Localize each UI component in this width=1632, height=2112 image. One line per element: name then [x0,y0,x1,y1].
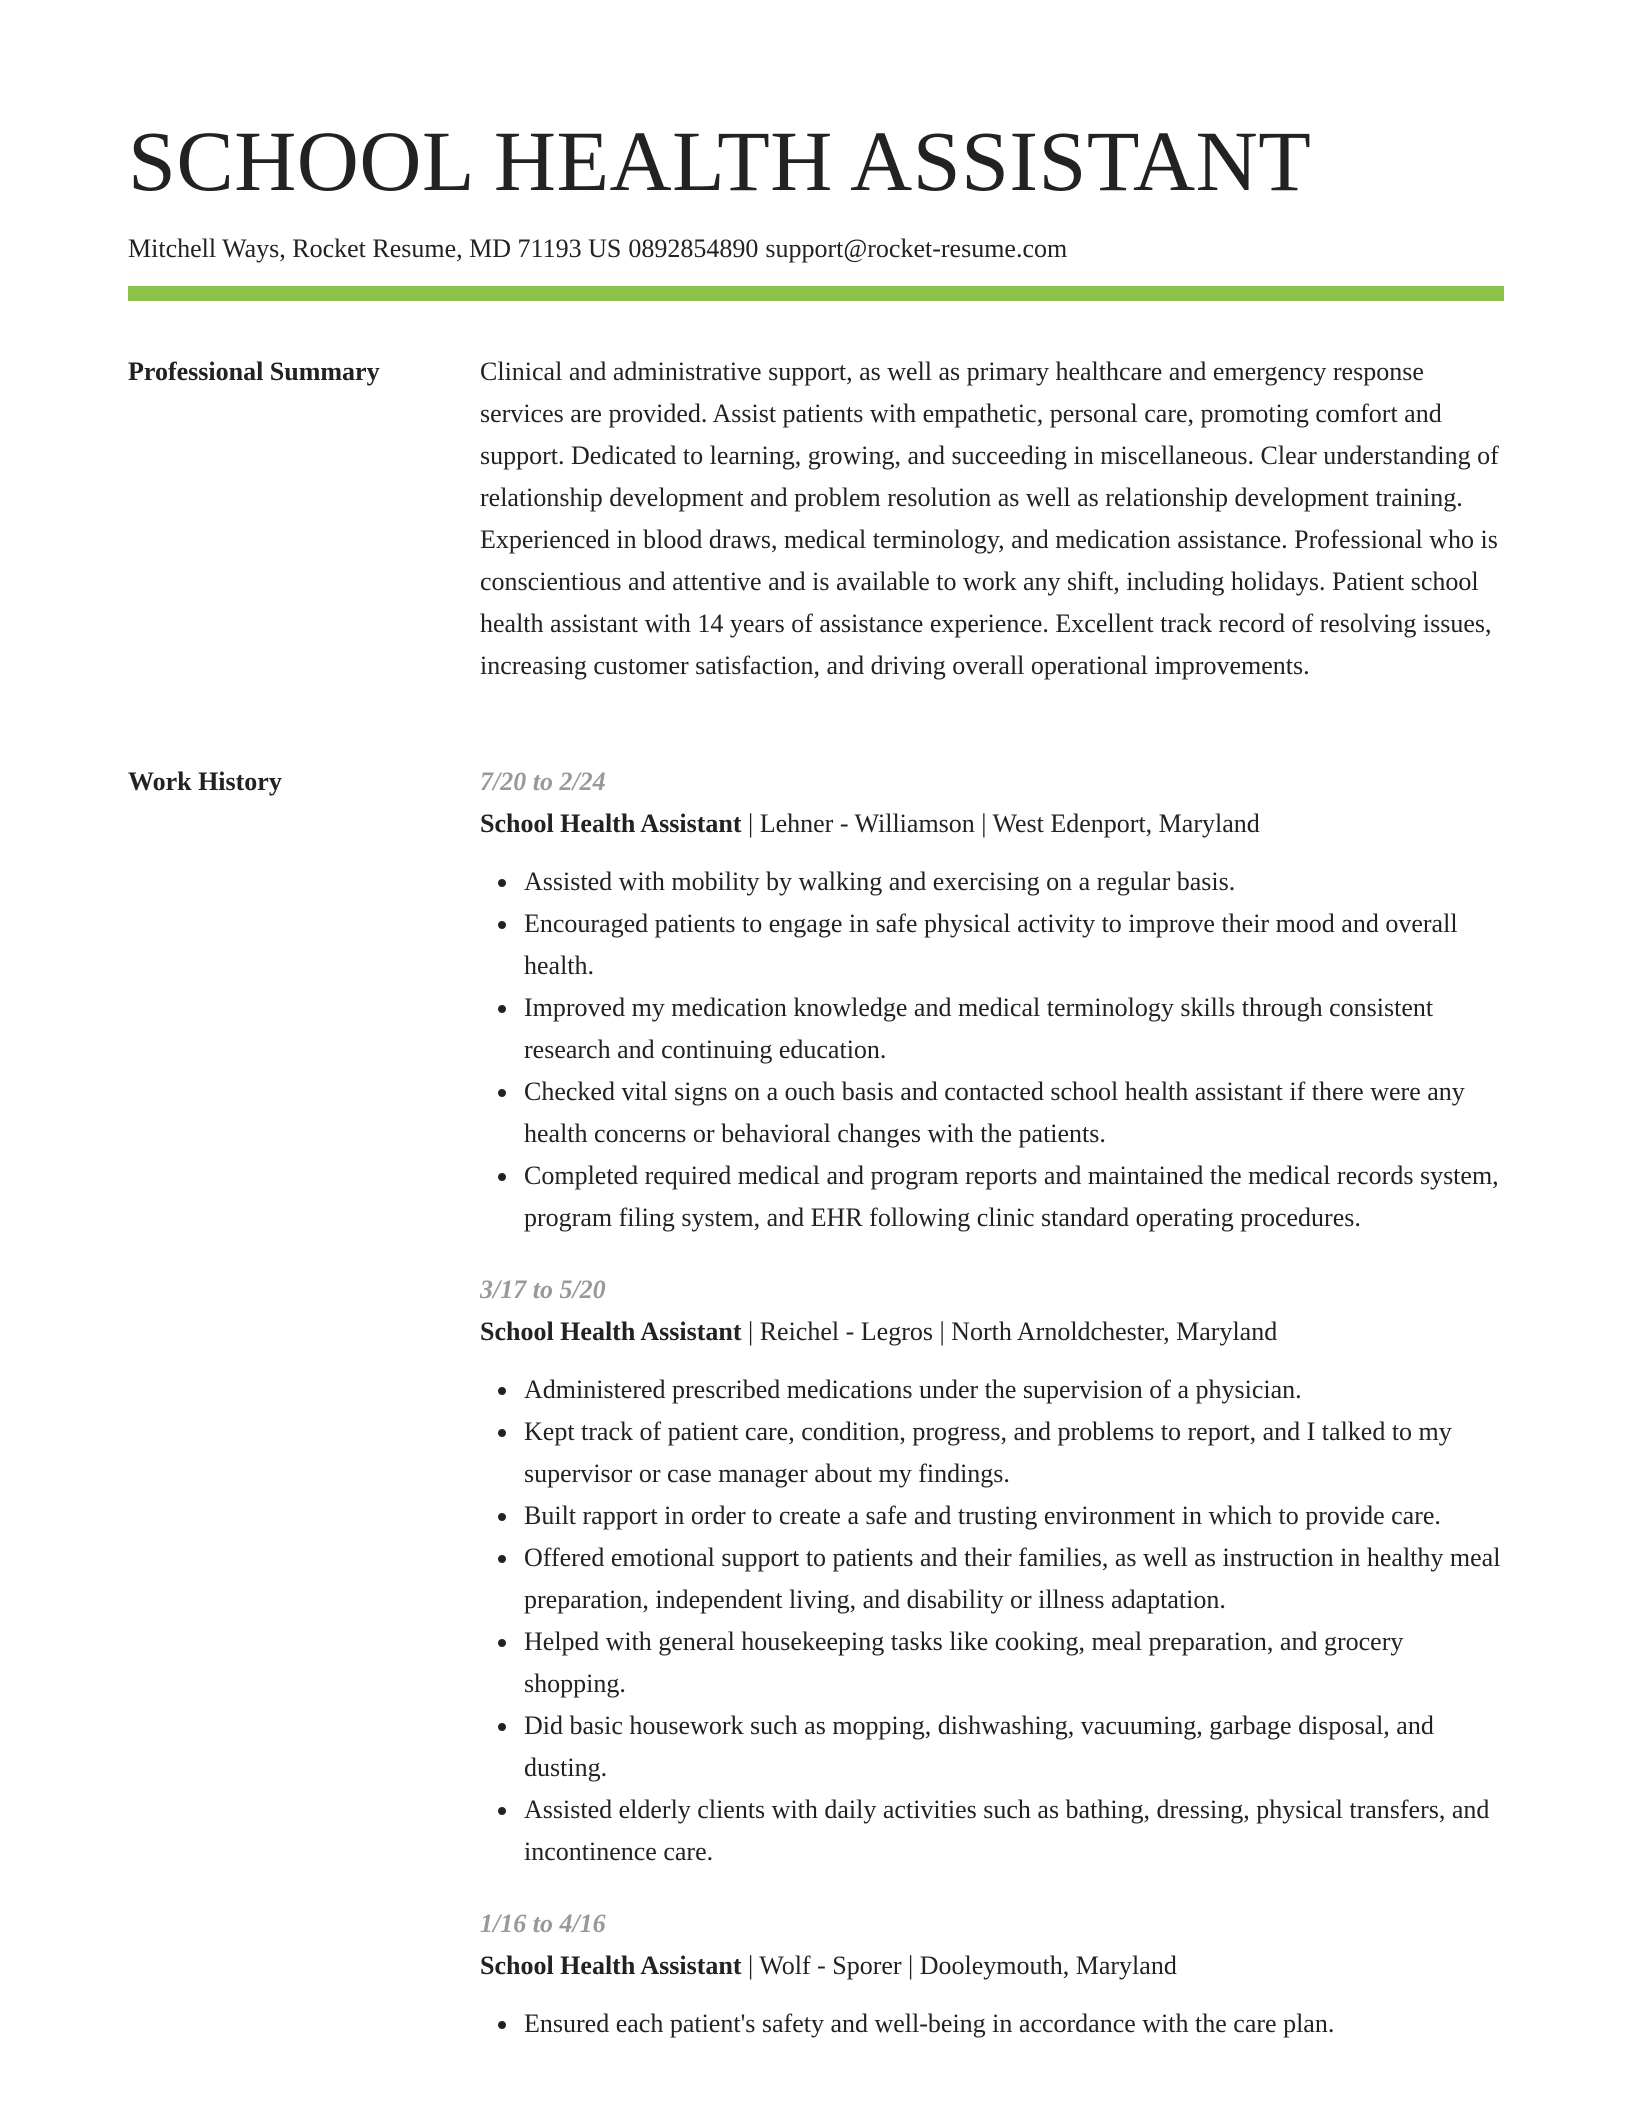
summary-body [480,351,1504,687]
contact-email: support@rocket-resume.com [765,234,1068,263]
job-duties-list [480,861,1504,1239]
job-dates: 3/17 to 5/20 [480,1275,606,1304]
contact-phone: 0892854890 [628,234,759,263]
job-duties-list [480,2003,1504,2045]
section-label-summary: Professional Summary [128,357,380,386]
job-entry [480,761,1504,1239]
job-title-line [480,803,1504,845]
job-dates: 1/16 to 4/16 [480,1909,606,1938]
header-divider [128,286,1504,301]
resume-title: SCHOOL HEALTH ASSISTANT [128,113,1312,209]
job-entry [480,1903,1504,2045]
work-history-body [480,761,1504,2075]
job-duties-list [480,1369,1504,1873]
job-dates: 7/20 to 2/24 [480,767,606,796]
contact-line [128,233,1067,265]
list-item: Ensured each patient's safety and well-being in accordance with the care plan. [524,2003,1504,2045]
job-title-line [480,1311,1504,1353]
job-title-line [480,1945,1504,1987]
list-item: Completed required medical and program reports and maintained the medical records system, program filing system, and EHR following clinic standard operating procedures. [524,1155,1504,1239]
list-item: Did basic housework such as mopping, dishwashing, vacuuming, garbage disposal, and dusting. [524,1705,1504,1789]
list-item: Improved my medication knowledge and medical terminology skills through consistent research and continuing education. [524,987,1504,1071]
list-item: Checked vital signs on a ouch basis and contacted school health assistant if there were any health concerns or behavioral changes with the patients. [524,1071,1504,1155]
job-employer-location: | Lehner - Williamson | West Edenport, Maryland [741,809,1260,838]
list-item: Helped with general housekeeping tasks like cooking, meal preparation, and grocery shopping. [524,1621,1504,1705]
list-item: Assisted elderly clients with daily activities such as bathing, dressing, physical transfers, and incontinence care. [524,1789,1504,1873]
list-item: Offered emotional support to patients and their families, as well as instruction in healthy meal preparation, independent living, and disability or illness adaptation. [524,1537,1504,1621]
list-item: Assisted with mobility by walking and exercising on a regular basis. [524,861,1504,903]
job-title: School Health Assistant [480,1951,742,1980]
list-item: Encouraged patients to engage in safe physical activity to improve their mood and overall health. [524,903,1504,987]
job-employer-location: | Wolf - Sporer | Dooleymouth, Maryland [741,1951,1177,1980]
job-employer-location: | Reichel - Legros | North Arnoldchester, Maryland [741,1317,1278,1346]
section-label-work-history: Work History [128,767,282,796]
job-title: School Health Assistant [480,1317,742,1346]
job-title: School Health Assistant [480,809,742,838]
list-item: Built rapport in order to create a safe and trusting environment in which to provide care. [524,1495,1504,1537]
contact-address: Mitchell Ways, Rocket Resume, MD 71193 US [128,234,622,263]
list-item: Kept track of patient care, condition, progress, and problems to report, and I talked to my supervisor or case manager about my findings. [524,1411,1504,1495]
summary-text: Clinical and administrative support, as well as primary healthcare and emergency response services are provided. Assist patients with empathetic, personal care, promoting comfort and support. Dedicated to learning, growing, and succeeding in miscellaneous. Clear understanding of relationship development and problem resolution as well as relationship development training. Experienced in blood draws, medical terminology, and medication assistance. Professional who is conscientious and attentive and is available to work any shift, including holidays. Patient school health assistant with 14 years of assistance experience. Excellent track record of resolving issues, increasing customer satisfaction, and driving overall operational improvements. [480,357,1499,680]
list-item: Administered prescribed medications under the supervision of a physician. [524,1369,1504,1411]
job-entry [480,1269,1504,1873]
